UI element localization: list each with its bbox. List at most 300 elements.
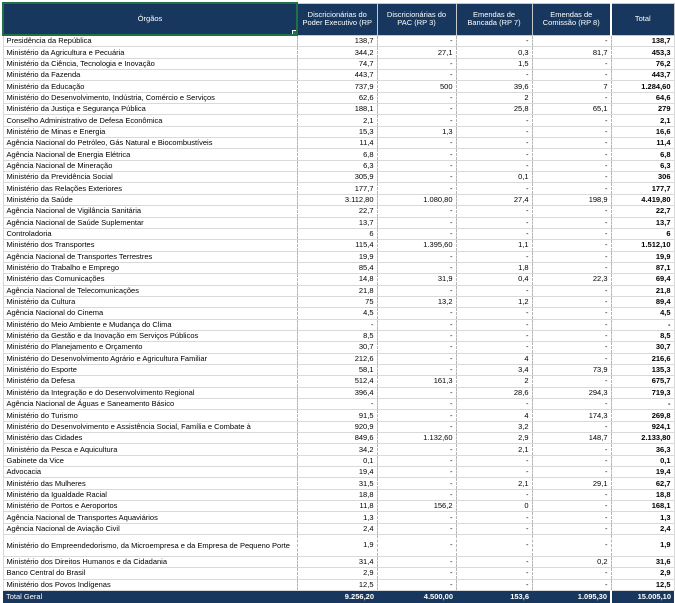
value-cell[interactable]: - <box>532 251 611 262</box>
total-cell[interactable]: 1.284,60 <box>611 81 674 92</box>
value-cell[interactable]: - <box>377 364 456 375</box>
value-cell[interactable]: - <box>532 535 611 557</box>
org-cell[interactable]: Ministério do Esporte <box>3 364 297 375</box>
total-cell[interactable]: 2,1 <box>611 115 674 126</box>
value-cell[interactable]: - <box>456 206 532 217</box>
org-cell[interactable]: Ministério das Mulheres <box>3 478 297 489</box>
total-cell[interactable]: 177,7 <box>611 183 674 194</box>
total-cell[interactable]: 19,9 <box>611 251 674 262</box>
value-cell[interactable]: - <box>456 228 532 239</box>
value-cell[interactable]: - <box>377 342 456 353</box>
total-row-value[interactable]: 4.500,00 <box>377 590 456 603</box>
value-cell[interactable]: - <box>456 126 532 137</box>
value-cell[interactable]: 6,3 <box>297 160 377 171</box>
column-header-discricionarias-pac[interactable]: Discricionárias do PAC (RP 3) <box>377 3 456 35</box>
total-cell[interactable]: 0,1 <box>611 455 674 466</box>
org-cell[interactable]: Agência Nacional de Vigilância Sanitária <box>3 206 297 217</box>
value-cell[interactable]: 4 <box>456 410 532 421</box>
value-cell[interactable]: 7 <box>532 81 611 92</box>
value-cell[interactable]: 2 <box>456 92 532 103</box>
total-cell[interactable]: 16,6 <box>611 126 674 137</box>
org-cell[interactable]: Ministério do Turismo <box>3 410 297 421</box>
total-cell[interactable]: 135,3 <box>611 364 674 375</box>
value-cell[interactable]: - <box>532 568 611 579</box>
value-cell[interactable]: - <box>532 342 611 353</box>
total-cell[interactable]: 453,3 <box>611 47 674 58</box>
value-cell[interactable]: - <box>532 228 611 239</box>
total-cell[interactable]: 443,7 <box>611 70 674 81</box>
org-cell[interactable]: Advocacia <box>3 467 297 478</box>
value-cell[interactable]: - <box>532 512 611 523</box>
value-cell[interactable]: - <box>456 512 532 523</box>
value-cell[interactable]: 148,7 <box>532 433 611 444</box>
value-cell[interactable]: - <box>377 35 456 47</box>
value-cell[interactable]: 2,9 <box>297 568 377 579</box>
value-cell[interactable]: - <box>297 319 377 330</box>
value-cell[interactable]: 188,1 <box>297 104 377 115</box>
total-cell[interactable]: 6,8 <box>611 149 674 160</box>
org-cell[interactable]: Ministério da Fazenda <box>3 70 297 81</box>
total-cell[interactable]: 31,6 <box>611 556 674 567</box>
value-cell[interactable]: 198,9 <box>532 194 611 205</box>
value-cell[interactable]: 0,4 <box>456 274 532 285</box>
value-cell[interactable]: - <box>532 160 611 171</box>
total-cell[interactable]: 11,4 <box>611 138 674 149</box>
value-cell[interactable]: 2 <box>456 376 532 387</box>
total-row-value[interactable]: 153,6 <box>456 590 532 603</box>
value-cell[interactable]: - <box>377 330 456 341</box>
value-cell[interactable]: - <box>377 308 456 319</box>
total-cell[interactable]: 168,1 <box>611 501 674 512</box>
org-cell[interactable]: Ministério da Ciência, Tecnologia e Inovação <box>3 58 297 69</box>
column-header-discricionarias-executivo[interactable]: Discricionárias do Poder Executivo (RP <box>297 3 377 35</box>
value-cell[interactable]: - <box>377 489 456 500</box>
value-cell[interactable]: 512,4 <box>297 376 377 387</box>
value-cell[interactable]: - <box>456 455 532 466</box>
total-cell[interactable]: 8,5 <box>611 330 674 341</box>
value-cell[interactable]: 6,8 <box>297 149 377 160</box>
value-cell[interactable]: 14,8 <box>297 274 377 285</box>
value-cell[interactable]: - <box>377 319 456 330</box>
value-cell[interactable]: 8,5 <box>297 330 377 341</box>
value-cell[interactable]: - <box>532 376 611 387</box>
total-row-value[interactable]: 1.095,30 <box>532 590 611 603</box>
value-cell[interactable]: 1,3 <box>297 512 377 523</box>
value-cell[interactable]: 31,9 <box>377 274 456 285</box>
org-cell[interactable]: Ministério da Cultura <box>3 296 297 307</box>
value-cell[interactable]: 344,2 <box>297 47 377 58</box>
total-cell[interactable]: - <box>611 399 674 410</box>
value-cell[interactable]: - <box>532 206 611 217</box>
value-cell[interactable]: 12,5 <box>297 579 377 590</box>
value-cell[interactable]: - <box>532 149 611 160</box>
total-cell[interactable]: 13,7 <box>611 217 674 228</box>
value-cell[interactable]: - <box>377 183 456 194</box>
value-cell[interactable]: - <box>456 183 532 194</box>
value-cell[interactable]: - <box>456 342 532 353</box>
value-cell[interactable]: - <box>297 399 377 410</box>
column-header-orgaos[interactable]: Órgãos <box>3 3 297 35</box>
org-cell[interactable]: Ministério do Empreendedorismo, da Microempresa e da Empresa de Pequeno Porte <box>3 535 297 557</box>
total-cell[interactable]: 2,9 <box>611 568 674 579</box>
value-cell[interactable]: - <box>377 523 456 534</box>
value-cell[interactable]: 0,1 <box>456 172 532 183</box>
value-cell[interactable]: - <box>532 579 611 590</box>
value-cell[interactable]: - <box>377 262 456 273</box>
total-cell[interactable]: 18,8 <box>611 489 674 500</box>
value-cell[interactable]: 0,2 <box>532 556 611 567</box>
org-cell[interactable]: Ministério do Desenvolvimento, Indústria, Comércio e Serviços <box>3 92 297 103</box>
value-cell[interactable]: 2,1 <box>297 115 377 126</box>
value-cell[interactable]: - <box>532 240 611 251</box>
value-cell[interactable]: 115,4 <box>297 240 377 251</box>
value-cell[interactable]: 74,7 <box>297 58 377 69</box>
total-row-value[interactable]: 9.256,20 <box>297 590 377 603</box>
value-cell[interactable]: - <box>377 478 456 489</box>
total-cell[interactable]: 306 <box>611 172 674 183</box>
org-cell[interactable]: Agência Nacional de Saúde Suplementar <box>3 217 297 228</box>
value-cell[interactable]: - <box>377 206 456 217</box>
total-cell[interactable]: 138,7 <box>611 35 674 47</box>
value-cell[interactable]: - <box>532 296 611 307</box>
value-cell[interactable]: - <box>377 70 456 81</box>
value-cell[interactable]: 177,7 <box>297 183 377 194</box>
org-cell[interactable]: Ministério dos Povos Indígenas <box>3 579 297 590</box>
org-cell[interactable]: Ministério das Comunicações <box>3 274 297 285</box>
org-cell[interactable]: Ministério da Gestão e da Inovação em Serviços Públicos <box>3 330 297 341</box>
value-cell[interactable]: - <box>456 535 532 557</box>
value-cell[interactable]: - <box>456 319 532 330</box>
value-cell[interactable]: - <box>377 512 456 523</box>
value-cell[interactable]: - <box>532 489 611 500</box>
org-cell[interactable]: Ministério dos Transportes <box>3 240 297 251</box>
total-cell[interactable]: 36,3 <box>611 444 674 455</box>
value-cell[interactable]: - <box>456 467 532 478</box>
total-cell[interactable]: 21,8 <box>611 285 674 296</box>
value-cell[interactable]: 65,1 <box>532 104 611 115</box>
org-cell[interactable]: Agência Nacional de Transportes Aquaviários <box>3 512 297 523</box>
value-cell[interactable]: 15,3 <box>297 126 377 137</box>
value-cell[interactable]: 91,5 <box>297 410 377 421</box>
value-cell[interactable]: - <box>456 556 532 567</box>
value-cell[interactable]: 29,1 <box>532 478 611 489</box>
value-cell[interactable]: 396,4 <box>297 387 377 398</box>
org-cell[interactable]: Agência Nacional do Petróleo, Gás Natural e Biocombustíveis <box>3 138 297 149</box>
total-row-grand-total[interactable]: 15.005,10 <box>611 590 674 603</box>
value-cell[interactable]: 28,6 <box>456 387 532 398</box>
value-cell[interactable]: 305,9 <box>297 172 377 183</box>
value-cell[interactable]: - <box>377 285 456 296</box>
value-cell[interactable]: 11,4 <box>297 138 377 149</box>
total-cell[interactable]: 87,1 <box>611 262 674 273</box>
value-cell[interactable]: - <box>532 172 611 183</box>
total-cell[interactable]: 30,7 <box>611 342 674 353</box>
value-cell[interactable]: 1,9 <box>297 535 377 557</box>
org-cell[interactable]: Ministério da Agricultura e Pecuária <box>3 47 297 58</box>
value-cell[interactable]: - <box>532 126 611 137</box>
value-cell[interactable]: - <box>456 489 532 500</box>
value-cell[interactable]: 0,1 <box>297 455 377 466</box>
value-cell[interactable]: 1.132,60 <box>377 433 456 444</box>
value-cell[interactable]: 2,9 <box>456 433 532 444</box>
value-cell[interactable]: 13,2 <box>377 296 456 307</box>
total-cell[interactable]: - <box>611 319 674 330</box>
value-cell[interactable]: - <box>377 104 456 115</box>
total-row-label[interactable]: Total Geral <box>3 590 297 603</box>
org-cell[interactable]: Agência Nacional de Mineração <box>3 160 297 171</box>
total-cell[interactable]: 89,4 <box>611 296 674 307</box>
value-cell[interactable]: 31,4 <box>297 556 377 567</box>
value-cell[interactable]: - <box>456 251 532 262</box>
value-cell[interactable]: - <box>532 138 611 149</box>
value-cell[interactable]: 22,3 <box>532 274 611 285</box>
value-cell[interactable]: - <box>377 399 456 410</box>
column-header-emendas-comissao[interactable]: Emendas de Comissão (RP 8) <box>532 3 611 35</box>
total-cell[interactable]: 269,8 <box>611 410 674 421</box>
value-cell[interactable]: 3,2 <box>456 421 532 432</box>
value-cell[interactable]: - <box>377 217 456 228</box>
value-cell[interactable]: 737,9 <box>297 81 377 92</box>
value-cell[interactable]: 30,7 <box>297 342 377 353</box>
value-cell[interactable]: 161,3 <box>377 376 456 387</box>
value-cell[interactable]: - <box>456 70 532 81</box>
total-cell[interactable]: 62,7 <box>611 478 674 489</box>
value-cell[interactable]: - <box>377 535 456 557</box>
org-cell[interactable]: Agência Nacional de Transportes Terrestres <box>3 251 297 262</box>
value-cell[interactable]: - <box>377 556 456 567</box>
value-cell[interactable]: - <box>532 285 611 296</box>
value-cell[interactable]: 3,4 <box>456 364 532 375</box>
org-cell[interactable]: Ministério de Minas e Energia <box>3 126 297 137</box>
value-cell[interactable]: - <box>456 160 532 171</box>
value-cell[interactable]: 39,6 <box>456 81 532 92</box>
value-cell[interactable]: - <box>377 455 456 466</box>
value-cell[interactable]: - <box>377 421 456 432</box>
total-cell[interactable]: 6,3 <box>611 160 674 171</box>
value-cell[interactable]: 6 <box>297 228 377 239</box>
total-cell[interactable]: 4.419,80 <box>611 194 674 205</box>
org-cell[interactable]: Conselho Administrativo de Defesa Econômica <box>3 115 297 126</box>
total-cell[interactable]: 69,4 <box>611 274 674 285</box>
total-cell[interactable]: 216,6 <box>611 353 674 364</box>
total-cell[interactable]: 2.133,80 <box>611 433 674 444</box>
value-cell[interactable]: - <box>377 58 456 69</box>
value-cell[interactable]: - <box>532 183 611 194</box>
org-cell[interactable]: Ministério da Educação <box>3 81 297 92</box>
value-cell[interactable]: 174,3 <box>532 410 611 421</box>
value-cell[interactable]: 27,4 <box>456 194 532 205</box>
value-cell[interactable]: 13,7 <box>297 217 377 228</box>
value-cell[interactable]: 1.080,80 <box>377 194 456 205</box>
value-cell[interactable]: - <box>456 35 532 47</box>
total-cell[interactable]: 64,6 <box>611 92 674 103</box>
org-cell[interactable]: Banco Central do Brasil <box>3 568 297 579</box>
total-cell[interactable]: 675,7 <box>611 376 674 387</box>
value-cell[interactable]: 11,8 <box>297 501 377 512</box>
value-cell[interactable]: - <box>377 228 456 239</box>
org-cell[interactable]: Controladoria <box>3 228 297 239</box>
org-cell[interactable]: Ministério da Saúde <box>3 194 297 205</box>
org-cell[interactable]: Ministério das Relações Exteriores <box>3 183 297 194</box>
value-cell[interactable]: 4,5 <box>297 308 377 319</box>
column-header-emendas-bancada[interactable]: Emendas de Bancada (RP 7) <box>456 3 532 35</box>
value-cell[interactable]: 0,3 <box>456 47 532 58</box>
value-cell[interactable]: 0 <box>456 501 532 512</box>
org-cell[interactable]: Ministério da Pesca e Aquicultura <box>3 444 297 455</box>
value-cell[interactable]: - <box>532 353 611 364</box>
value-cell[interactable]: 31,5 <box>297 478 377 489</box>
org-cell[interactable]: Ministério de Portos e Aeroportos <box>3 501 297 512</box>
org-cell[interactable]: Presidência da República <box>3 35 297 47</box>
value-cell[interactable]: - <box>377 444 456 455</box>
org-cell[interactable]: Ministério da Justiça e Segurança Pública <box>3 104 297 115</box>
value-cell[interactable]: - <box>377 568 456 579</box>
total-cell[interactable]: 1.512,10 <box>611 240 674 251</box>
value-cell[interactable]: - <box>532 467 611 478</box>
value-cell[interactable]: - <box>532 455 611 466</box>
org-cell[interactable]: Ministério das Cidades <box>3 433 297 444</box>
org-cell[interactable]: Ministério da Integração e do Desenvolvimento Regional <box>3 387 297 398</box>
value-cell[interactable]: - <box>377 138 456 149</box>
value-cell[interactable]: - <box>456 568 532 579</box>
value-cell[interactable]: - <box>377 172 456 183</box>
total-cell[interactable]: 2,4 <box>611 523 674 534</box>
value-cell[interactable]: 18,8 <box>297 489 377 500</box>
value-cell[interactable]: 1,5 <box>456 58 532 69</box>
org-cell[interactable]: Agência Nacional do Cinema <box>3 308 297 319</box>
value-cell[interactable]: - <box>377 410 456 421</box>
value-cell[interactable]: - <box>456 330 532 341</box>
value-cell[interactable]: - <box>532 262 611 273</box>
value-cell[interactable]: - <box>532 115 611 126</box>
value-cell[interactable]: 212,6 <box>297 353 377 364</box>
value-cell[interactable]: - <box>377 353 456 364</box>
value-cell[interactable]: - <box>456 308 532 319</box>
org-cell[interactable]: Ministério do Desenvolvimento Agrário e Agricultura Familiar <box>3 353 297 364</box>
value-cell[interactable]: - <box>377 251 456 262</box>
value-cell[interactable]: 1,3 <box>377 126 456 137</box>
value-cell[interactable]: - <box>377 387 456 398</box>
value-cell[interactable]: - <box>532 444 611 455</box>
value-cell[interactable]: - <box>456 138 532 149</box>
value-cell[interactable]: 1,8 <box>456 262 532 273</box>
value-cell[interactable]: 443,7 <box>297 70 377 81</box>
value-cell[interactable]: - <box>532 35 611 47</box>
value-cell[interactable]: 62,6 <box>297 92 377 103</box>
org-cell[interactable]: Agência Nacional de Águas e Saneamento Básico <box>3 399 297 410</box>
value-cell[interactable]: 73,9 <box>532 364 611 375</box>
value-cell[interactable]: - <box>532 501 611 512</box>
value-cell[interactable]: - <box>456 579 532 590</box>
org-cell[interactable]: Ministério do Meio Ambiente e Mudança do Clima <box>3 319 297 330</box>
value-cell[interactable]: 294,3 <box>532 387 611 398</box>
value-cell[interactable]: 2,4 <box>297 523 377 534</box>
value-cell[interactable]: 156,2 <box>377 501 456 512</box>
value-cell[interactable]: 2,1 <box>456 444 532 455</box>
value-cell[interactable]: - <box>532 330 611 341</box>
value-cell[interactable]: 85,4 <box>297 262 377 273</box>
value-cell[interactable]: 19,4 <box>297 467 377 478</box>
value-cell[interactable]: 1,1 <box>456 240 532 251</box>
total-cell[interactable]: 279 <box>611 104 674 115</box>
value-cell[interactable]: 2,1 <box>456 478 532 489</box>
value-cell[interactable]: 4 <box>456 353 532 364</box>
value-cell[interactable]: - <box>532 319 611 330</box>
total-cell[interactable]: 719,3 <box>611 387 674 398</box>
value-cell[interactable]: 75 <box>297 296 377 307</box>
value-cell[interactable]: 1,2 <box>456 296 532 307</box>
org-cell[interactable]: Ministério da Previdência Social <box>3 172 297 183</box>
total-cell[interactable]: 6 <box>611 228 674 239</box>
total-cell[interactable]: 924,1 <box>611 421 674 432</box>
total-cell[interactable]: 22,7 <box>611 206 674 217</box>
value-cell[interactable]: - <box>532 70 611 81</box>
org-cell[interactable]: Ministério da Defesa <box>3 376 297 387</box>
value-cell[interactable]: 920,9 <box>297 421 377 432</box>
value-cell[interactable]: 3.112,80 <box>297 194 377 205</box>
value-cell[interactable]: - <box>456 285 532 296</box>
org-cell[interactable]: Ministério do Planejamento e Orçamento <box>3 342 297 353</box>
value-cell[interactable]: 21,8 <box>297 285 377 296</box>
value-cell[interactable]: 500 <box>377 81 456 92</box>
value-cell[interactable]: - <box>532 217 611 228</box>
value-cell[interactable]: 34,2 <box>297 444 377 455</box>
value-cell[interactable]: - <box>377 149 456 160</box>
org-cell[interactable]: Ministério dos Direitos Humanos e da Cidadania <box>3 556 297 567</box>
value-cell[interactable]: - <box>532 58 611 69</box>
value-cell[interactable]: 1.395,60 <box>377 240 456 251</box>
org-cell[interactable]: Ministério do Desenvolvimento e Assistência Social, Família e Combate à <box>3 421 297 432</box>
org-cell[interactable]: Agência Nacional de Energia Elétrica <box>3 149 297 160</box>
value-cell[interactable]: 849,6 <box>297 433 377 444</box>
value-cell[interactable]: 81,7 <box>532 47 611 58</box>
value-cell[interactable]: - <box>456 115 532 126</box>
value-cell[interactable]: 19,9 <box>297 251 377 262</box>
column-header-total[interactable]: Total <box>611 3 674 35</box>
total-cell[interactable]: 1,3 <box>611 512 674 523</box>
value-cell[interactable]: - <box>456 217 532 228</box>
value-cell[interactable]: - <box>532 523 611 534</box>
total-cell[interactable]: 19,4 <box>611 467 674 478</box>
total-cell[interactable]: 4,5 <box>611 308 674 319</box>
value-cell[interactable]: - <box>532 399 611 410</box>
value-cell[interactable]: - <box>456 523 532 534</box>
value-cell[interactable]: 27,1 <box>377 47 456 58</box>
org-cell[interactable]: Agência Nacional de Telecomunicações <box>3 285 297 296</box>
org-cell[interactable]: Agência Nacional de Aviação Civil <box>3 523 297 534</box>
org-cell[interactable]: Ministério da Igualdade Racial <box>3 489 297 500</box>
value-cell[interactable]: - <box>377 160 456 171</box>
value-cell[interactable]: - <box>377 115 456 126</box>
value-cell[interactable]: 138,7 <box>297 35 377 47</box>
org-cell[interactable]: Ministério do Trabalho e Emprego <box>3 262 297 273</box>
value-cell[interactable]: - <box>456 149 532 160</box>
value-cell[interactable]: - <box>377 467 456 478</box>
value-cell[interactable]: 22,7 <box>297 206 377 217</box>
value-cell[interactable]: - <box>377 579 456 590</box>
total-cell[interactable]: 1,9 <box>611 535 674 557</box>
total-cell[interactable]: 12,5 <box>611 579 674 590</box>
value-cell[interactable]: - <box>532 308 611 319</box>
total-cell[interactable]: 76,2 <box>611 58 674 69</box>
value-cell[interactable]: 58,1 <box>297 364 377 375</box>
value-cell[interactable]: - <box>456 399 532 410</box>
value-cell[interactable]: - <box>532 92 611 103</box>
value-cell[interactable]: - <box>532 421 611 432</box>
value-cell[interactable]: 25,8 <box>456 104 532 115</box>
value-cell[interactable]: - <box>377 92 456 103</box>
org-cell[interactable]: Gabinete da Vice <box>3 455 297 466</box>
